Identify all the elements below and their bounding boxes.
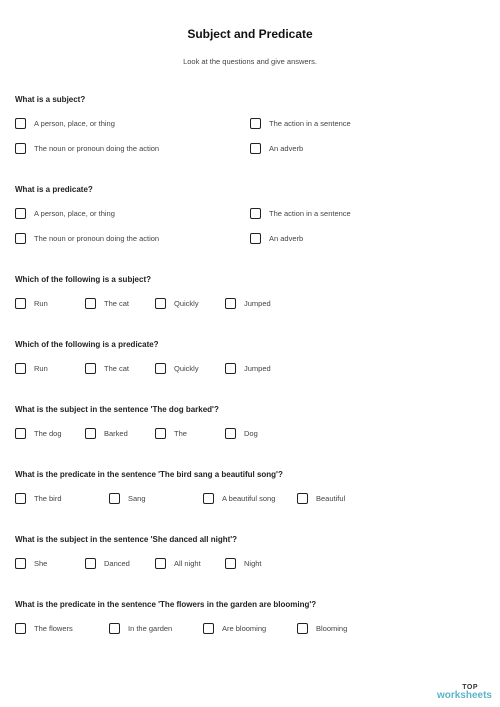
checkbox[interactable]: [297, 623, 308, 634]
option-label: Dog: [244, 429, 258, 438]
checkbox[interactable]: [15, 233, 26, 244]
question-text: What is the predicate in the sentence 'The bird sang a beautiful song'?: [15, 470, 283, 479]
option-d[interactable]: [225, 558, 262, 569]
checkbox[interactable]: [85, 558, 96, 569]
question-6: [15, 470, 485, 503]
option-b[interactable]: [109, 623, 172, 634]
checkbox[interactable]: [225, 363, 236, 374]
option-b[interactable]: [85, 363, 129, 374]
option-c[interactable]: [15, 143, 159, 154]
checkbox[interactable]: [85, 298, 96, 309]
option-d[interactable]: [297, 623, 347, 634]
checkbox[interactable]: [225, 558, 236, 569]
option-label: The action in a sentence: [269, 209, 351, 218]
instructions: Look at the questions and give answers.: [183, 57, 317, 66]
question-4: [15, 340, 485, 373]
option-c[interactable]: [203, 623, 266, 634]
option-label: Jumped: [244, 299, 271, 308]
checkbox[interactable]: [225, 298, 236, 309]
question-1: [15, 95, 485, 153]
logo-bottom-text: worksheets: [436, 690, 492, 701]
option-d[interactable]: [250, 233, 303, 244]
checkbox[interactable]: [85, 428, 96, 439]
checkbox[interactable]: [155, 558, 166, 569]
option-label: An adverb: [269, 144, 304, 153]
question-5: [15, 405, 485, 438]
option-label: All night: [174, 559, 201, 568]
question-text: Which of the following is a subject?: [15, 275, 151, 284]
option-c[interactable]: [15, 233, 159, 244]
option-c[interactable]: [155, 363, 199, 374]
question-text: What is the subject in the sentence 'She danced all night'?: [15, 535, 238, 544]
option-d[interactable]: [225, 363, 271, 374]
question-text: Which of the following is a predicate?: [15, 340, 159, 349]
checkbox[interactable]: [297, 493, 308, 504]
question-8: [15, 600, 485, 633]
option-b[interactable]: [85, 558, 130, 569]
checkbox[interactable]: [15, 558, 26, 569]
option-a[interactable]: [15, 363, 48, 374]
checkbox[interactable]: [250, 118, 261, 129]
option-label: An adverb: [269, 234, 304, 243]
option-a[interactable]: [15, 493, 62, 504]
checkbox[interactable]: [15, 208, 26, 219]
checkbox[interactable]: [250, 233, 261, 244]
option-c[interactable]: [203, 493, 275, 504]
question-7: [15, 535, 485, 568]
question-text: What is a subject?: [15, 95, 86, 104]
option-b[interactable]: [85, 298, 129, 309]
option-label: The dog: [34, 429, 62, 438]
option-label: Jumped: [244, 364, 271, 373]
checkbox[interactable]: [15, 623, 26, 634]
option-label: The bird: [34, 494, 62, 503]
option-d[interactable]: [225, 428, 258, 439]
question-text: What is the subject in the sentence 'The dog barked'?: [15, 405, 219, 414]
logo-top-text: TOP: [462, 684, 478, 691]
option-label: The cat: [104, 364, 130, 373]
checkbox[interactable]: [225, 428, 236, 439]
option-label: The noun or pronoun doing the action: [34, 234, 160, 243]
checkbox[interactable]: [250, 143, 261, 154]
option-label: Quickly: [174, 299, 199, 308]
option-b[interactable]: [250, 208, 351, 219]
option-a[interactable]: [15, 428, 62, 439]
checkbox[interactable]: [15, 493, 26, 504]
checkbox[interactable]: [203, 493, 214, 504]
option-label: Danced: [104, 559, 130, 568]
option-label: In the garden: [128, 624, 173, 633]
option-d[interactable]: [250, 143, 303, 154]
option-label: The noun or pronoun doing the action: [34, 144, 160, 153]
option-label: The cat: [104, 299, 130, 308]
option-label: Run: [34, 364, 48, 373]
checkbox[interactable]: [109, 493, 120, 504]
checkbox[interactable]: [109, 623, 120, 634]
option-label: Are blooming: [222, 624, 267, 633]
option-label: The action in a sentence: [269, 119, 351, 128]
brand-logo: [437, 684, 492, 701]
option-c[interactable]: [155, 298, 199, 309]
option-c[interactable]: [155, 428, 187, 439]
option-b[interactable]: [250, 118, 351, 129]
question-2: [15, 185, 485, 243]
checkbox[interactable]: [155, 428, 166, 439]
question-text: What is a predicate?: [15, 185, 93, 194]
option-label: Run: [34, 299, 48, 308]
checkbox[interactable]: [203, 623, 214, 634]
option-a[interactable]: [15, 623, 73, 634]
option-label: Barked: [104, 429, 128, 438]
option-a[interactable]: [15, 298, 48, 309]
option-label: Night: [244, 559, 262, 568]
question-text: What is the predicate in the sentence 'The flowers in the garden are blooming'?: [15, 600, 317, 609]
option-c[interactable]: [155, 558, 201, 569]
checkbox[interactable]: [15, 298, 26, 309]
checkbox[interactable]: [15, 363, 26, 374]
option-b[interactable]: [109, 493, 146, 504]
option-label: The: [174, 429, 187, 438]
checkbox[interactable]: [15, 143, 26, 154]
option-a[interactable]: [15, 208, 115, 219]
option-label: She: [34, 559, 48, 568]
option-d[interactable]: [225, 298, 271, 309]
page-title: Subject and Predicate: [187, 27, 313, 41]
checkbox[interactable]: [250, 208, 261, 219]
checkbox[interactable]: [15, 118, 26, 129]
checkbox[interactable]: [155, 363, 166, 374]
question-3: [15, 275, 485, 308]
option-label: A person, place, or thing: [34, 209, 115, 218]
option-label: A beautiful song: [222, 494, 276, 503]
option-a[interactable]: [15, 558, 47, 569]
option-label: Beautiful: [316, 494, 346, 503]
checkbox[interactable]: [155, 298, 166, 309]
option-b[interactable]: [85, 428, 128, 439]
checkbox[interactable]: [85, 363, 96, 374]
option-label: Blooming: [316, 624, 348, 633]
option-d[interactable]: [297, 493, 345, 504]
option-label: Sang: [128, 494, 146, 503]
checkbox[interactable]: [15, 428, 26, 439]
option-label: The flowers: [34, 624, 73, 633]
option-label: Quickly: [174, 364, 199, 373]
option-a[interactable]: [15, 118, 115, 129]
option-label: A person, place, or thing: [34, 119, 115, 128]
